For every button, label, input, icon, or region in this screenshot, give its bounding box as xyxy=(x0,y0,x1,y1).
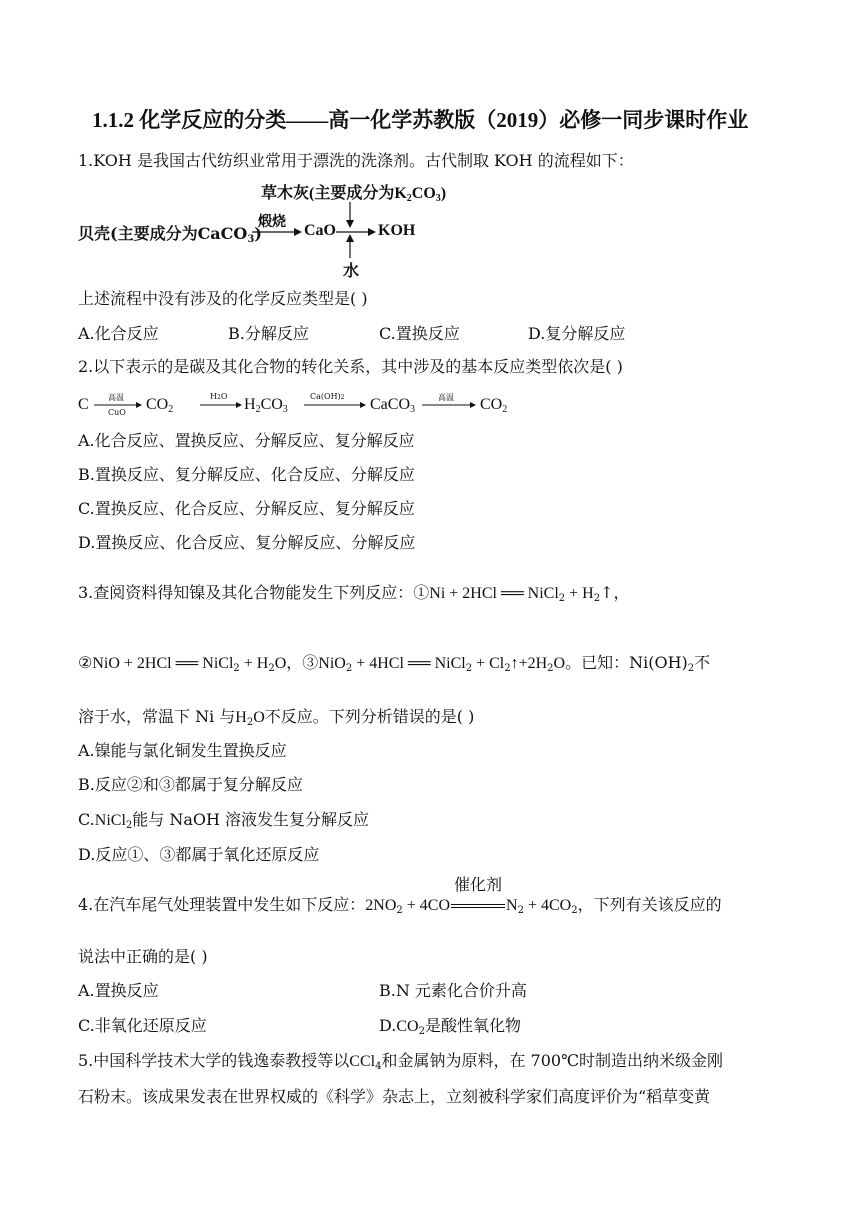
q2-caco3: CaCO$_3$ xyxy=(370,396,415,415)
q1-bottom-reagent: 水 xyxy=(343,261,360,280)
q5-stem-line1: 5.中国科学技术大学的钱逸泰教授等以CCl$_4$和金属钠为原料，在 700℃时制造出纳米级金刚 xyxy=(78,1051,723,1072)
q2-arrow3-top: Ca(OH)2 xyxy=(310,392,345,401)
page-title: 1.1.2 化学反应的分类——高一化学苏教版（2019）必修一同步课时作业 xyxy=(92,108,749,132)
q2-carbon: C xyxy=(78,396,89,413)
q2-option-c: C.置换反应、化合反应、分解反应、复分解反应 xyxy=(78,499,415,518)
q2-option-b: B.置换反应、复分解反应、化合反应、分解反应 xyxy=(78,465,415,484)
q4-option-b: B.N 元素化合价升高 xyxy=(379,981,527,1000)
q1-option-a: A.化合反应 xyxy=(78,324,159,343)
q2-arrow1-top: 高温 xyxy=(108,393,124,402)
q4-option-d: $D.CO_2$是酸性氧化物 xyxy=(379,1016,521,1037)
q3-option-a: A.镍能与氯化铜发生置换反应 xyxy=(78,741,287,760)
q1-stem: 1.KOH 是我国古代纺织业常用于漂洗的洗涤剂。古代制取 KOH 的流程如下： xyxy=(78,151,634,170)
q3-stem-line2: ②NiO + 2HCl ══ NiCl$_2$ + $H_2O$，③NiO$_2$ + 4HCl ══ NiCl$_2$ + $Cl_2↑+2H_2O$。已知：$Ni(OH)_2$不 xyxy=(78,653,711,674)
q2-co2: $CO_2$ xyxy=(146,396,174,415)
q1-start-material: 贝壳(主要成分为CaCO$_3$) xyxy=(78,224,262,245)
q4-stem-line2: 说法中正确的是( ) xyxy=(78,947,208,966)
q3-stem-line1: 3.查阅资料得知镍及其化合物能发生下列反应：①Ni + 2HCl ══ NiCl$_2$ + $H_2↑$， xyxy=(78,583,630,604)
q2-stem: 2.以下表示的是碳及其化合物的转化关系，其中涉及的基本反应类型依次是( ) xyxy=(78,357,623,376)
q4-stem-line1: 4.在汽车尾气处理装置中发生如下反应：$2NO_2 + 4CO$ 催化剂 $N_2 + 4CO_2$，下列有关该反应的 xyxy=(78,875,722,916)
q3-option-d: D.反应①、③都属于氧化还原反应 xyxy=(78,845,320,864)
q2-co2-final: $CO_2$ xyxy=(480,396,508,415)
q4-option-a: A.置换反应 xyxy=(78,981,159,1000)
q1-option-c: C.置换反应 xyxy=(379,324,460,343)
q4-catalyst-label: 催化剂 xyxy=(454,875,503,894)
q2-h2co3: $H_2CO_3$ xyxy=(244,396,288,415)
q1-option-b: B.分解反应 xyxy=(228,324,309,343)
q1-question: 上述流程中没有涉及的化学反应类型是( ) xyxy=(78,289,368,308)
q1-top-reagent: 草木灰(主要成分为$K_2CO_3$) xyxy=(261,185,447,204)
q2-arrow2-top: H2O xyxy=(210,392,228,401)
q4-option-c: C.非氧化还原反应 xyxy=(78,1016,207,1035)
q1-arrow-label: 煅烧 xyxy=(258,214,286,230)
q1-intermediate: CaO xyxy=(304,222,336,239)
q3-option-c: C.NiCl$_2$能与 NaOH 溶液发生复分解反应 xyxy=(78,810,370,831)
q2-arrow1-bottom: CuO xyxy=(108,408,126,417)
q5-stem-line2: 石粉末。该成果发表在世界权威的《科学》杂志上，立刻被科学家们高度评价为“稻草变黄 xyxy=(78,1087,711,1106)
q1-option-d: D.复分解反应 xyxy=(528,324,626,343)
q1-product: KOH xyxy=(378,222,416,239)
q2-arrow4-top: 高温 xyxy=(438,393,454,402)
q2-conversion-chain xyxy=(78,388,538,424)
q3-option-b: B.反应②和③都属于复分解反应 xyxy=(78,775,303,794)
q1-flow-diagram xyxy=(78,178,498,278)
q2-option-a: A.化合反应、置换反应、分解反应、复分解反应 xyxy=(78,431,415,450)
q3-stem-line3: 溶于水，常温下 Ni 与$H_2O$不反应。下列分析错误的是( ) xyxy=(78,707,475,728)
q2-option-d: D.置换反应、化合反应、复分解反应、分解反应 xyxy=(78,533,416,552)
q4-catalyst-arrow xyxy=(450,875,506,916)
